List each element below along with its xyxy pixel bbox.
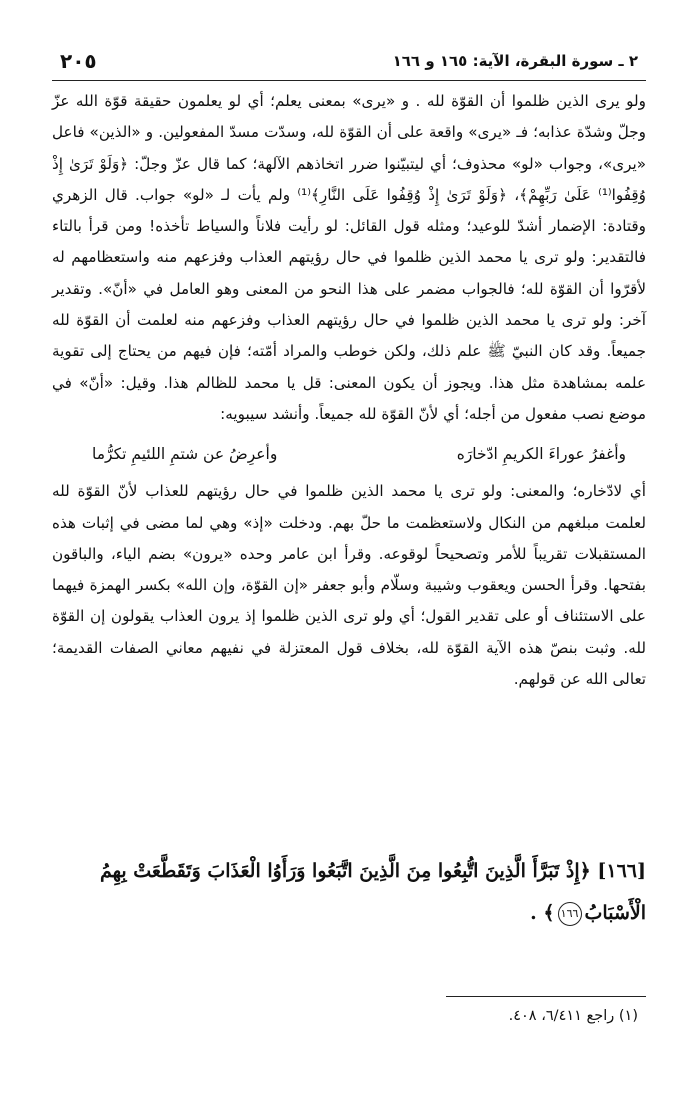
commentary-paragraph-2: أي لادّخاره؛ والمعنى: ولو ترى يا محمد الذين ظلموا في حال رؤيتهم للعذاب لأنّ القوّة لله لعلمت مبلغهم من النكال ولاستعظمت ما حلّ بهم. ودخلت «إذ» وهي لما مضى في إثبات هذه المستقبلات تقريباً للأمر وتصحيحاً لوقوعه. وقرأ ابن عامر وحده «يرون» بضم الياء، والباقون بفتحها. وقرأ الحسن ويعقوب وشيبة وسلّام وأبو جعفر «إن القوّة، وإن الله» بكسر الهمزة فيهما على الاستئناف أو على تقدير القول؛ أي ولو ترى الذين ظلموا إذ يرون العذاب يقولون إن القوّة لله. وثبت بنصّ هذه الآية القوّة لله، بخلاف قول المعتزلة في نفيهم معاني الصفات القديمة؛ تعالى الله عن قولهم. — [52, 482, 646, 689]
verse-second-hemistich: وأعرِضُ عن شتمِ اللئيمِ تكرُّما — [92, 445, 278, 464]
header-divider — [52, 80, 646, 81]
verse-first-hemistich: وأغفرُ عوراءَ الكريمِ ادّخارَه — [456, 445, 626, 464]
page-header — [60, 46, 638, 76]
page-number: ٢٠٥ — [60, 49, 97, 73]
poetry-verse — [92, 434, 626, 474]
running-title: ٢ ـ سورة البقرة، الآية: ١٦٥ و ١٦٦ — [392, 52, 638, 70]
ayah-marker: ١٦٦ — [558, 902, 582, 926]
footnote-divider — [446, 996, 646, 997]
footnote: (١) راجع ٦/٤١١، ٤٠٨. — [508, 1008, 638, 1024]
quran-verse-section — [52, 850, 646, 934]
commentary-body — [52, 86, 646, 695]
quran-verse-end: ﴾ . — [530, 902, 555, 924]
commentary-paragraph-1: ولو يرى الذين ظلموا أن القوّة لله . و «يرى» بمعنى يعلم؛ أي لو يعلمون حقيقة قوّة الله عزّ وجلّ وشدّة عذابه؛ فـ «يرى» واقعة على أن القوّة لله، وسدّت مسدّ المفعولين. و «الذين» فاعل «يرى»، وجواب «لو» محذوف؛ أي ليتبيّنوا ضرر اتخاذهم الآلهة؛ كما قال عزّ وجلّ: ﴿وَلَوْ تَرَىٰ إِذْ وُقِفُوا⁽¹⁾ عَلَىٰ رَبِّهِمْ﴾، ﴿وَلَوْ تَرَىٰ إِذْ وُقِفُوا عَلَى النَّارِ﴾⁽¹⁾ ولم يأت لـ «لو» جواب. قال الزهري وقتادة: الإضمار أشدّ للوعيد؛ ومثله قول القائل: لو رأيت فلاناً والسياط تأخذه! ومن قرأ بالتاء فالتقدير: ولو ترى يا محمد الذين ظلموا في حال رؤيتهم العذاب وفزعهم منه واستعظامهم له لأقرّوا أن القوّة لله؛ فالجواب مضمر على هذا النحو من المعنى وهو العامل في «أنّ». وتقدير آخر: ولو ترى يا محمد الذين ظلموا في حال رؤيتهم العذاب وفزعهم منه لعلمت أن القوّة لله جميعاً. وقد كان النبيّ ﷺ علم ذلك، ولكن خوطب والمراد أمّته؛ فإن فيهم من يحتاج إلى تقوية علمه بمشاهدة مثل هذا. ويجوز أن يكون المعنى: قل يا محمد للظالم هذا. وقيل: «أنّ» في موضع نصب مفعول من أجله؛ أي لأنّ القوّة لله جميعاً. وأنشد سيبويه: — [52, 92, 646, 423]
quran-verse-text: ﴿إِذْ تَبَرَّأَ الَّذِينَ اتُّبِعُوا مِنَ الَّذِينَ اتَّبَعُوا وَرَأَوُا الْعَذَابَ وَتَقَطَّعَتْ بِهِمُ الْأَسْبَابُ — [99, 860, 646, 924]
verse-number: [١٦٦] — [597, 860, 646, 882]
